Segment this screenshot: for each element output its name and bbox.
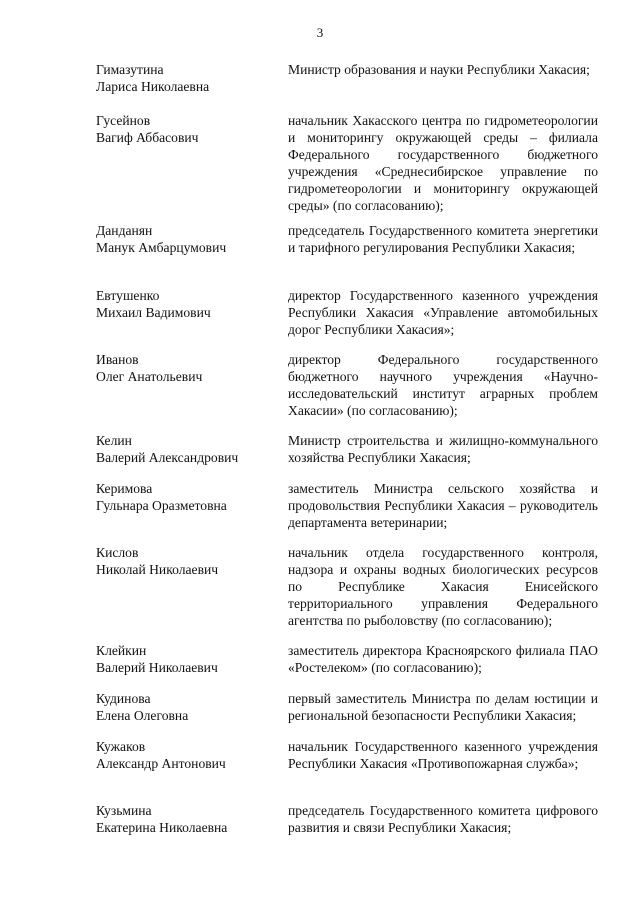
- person-name: [96, 287, 281, 321]
- position: первый заместитель Министра по делам юстиции и региональной безопасности Республики Хакасия;: [288, 691, 598, 723]
- person-name: [96, 432, 281, 466]
- page-number: 3: [316, 25, 324, 40]
- surname: Клейкин: [96, 643, 147, 658]
- given-names: Лариса Николаевна: [96, 79, 210, 94]
- surname: Кузьмина: [96, 803, 152, 818]
- person-name: [96, 222, 281, 256]
- person-name: [96, 544, 281, 578]
- surname: Данданян: [96, 223, 153, 238]
- surname: Келин: [96, 433, 132, 448]
- surname: Гимазутина: [96, 62, 164, 77]
- person-name: [96, 112, 281, 146]
- position: начальник Государственного казенного учреждения Республики Хакасия «Противопожарная служба»;: [288, 739, 598, 771]
- given-names: Вагиф Аббасович: [96, 130, 199, 145]
- given-names: Михаил Вадимович: [96, 305, 211, 320]
- position: заместитель директора Красноярского филиала ПАО «Ростелеком» (по согласованию);: [288, 643, 598, 675]
- given-names: Гульнара Оразметовна: [96, 498, 227, 513]
- position: заместитель Министра сельского хозяйства и продовольствия Республики Хакасия – руководитель департамента ветеринарии;: [288, 481, 598, 530]
- surname: Иванов: [96, 352, 139, 367]
- given-names: Николай Николаевич: [96, 562, 219, 577]
- person-name: [96, 351, 281, 385]
- person-name: [96, 61, 281, 95]
- position: Министр образования и науки Республики Хакасия;: [288, 62, 590, 77]
- position: начальник Хакасского центра по гидрометеорологии и мониторингу окружающей среды – филиала Федерального государственного бюджетного учреждения «Среднесибирское управление по гидрометеорологии и мониторингу окружающей среды» (по согласованию);: [288, 113, 598, 213]
- surname: Кужаков: [96, 739, 146, 754]
- position: начальник отдела государственного контроля, надзора и охраны водных биологических ресурсов по Республике Хакасия Енисейского территориального управления Федерального агентства по рыболовству (по согласованию);: [288, 545, 598, 628]
- surname: Кислов: [96, 545, 139, 560]
- person-name: [96, 802, 281, 836]
- surname: Кудинова: [96, 691, 151, 706]
- person-name: [96, 738, 281, 772]
- person-name: [96, 480, 281, 514]
- given-names: Манук Амбарцумович: [96, 240, 227, 255]
- surname: Гусейнов: [96, 113, 151, 128]
- position: директор Государственного казенного учреждения Республики Хакасия «Управление автомобильных дорог Республики Хакасия»;: [288, 288, 598, 337]
- given-names: Валерий Николаевич: [96, 660, 218, 675]
- position: директор Федерального государственного бюджетного научного учреждения «Научно-исследовательский институт аграрных проблем Хакасии» (по согласованию);: [288, 352, 598, 418]
- surname: Евтушенко: [96, 288, 160, 303]
- position: председатель Государственного комитета цифрового развития и связи Республики Хакасия;: [288, 803, 598, 835]
- given-names: Валерий Александрович: [96, 450, 239, 465]
- given-names: Елена Олеговна: [96, 708, 189, 723]
- person-name: [96, 690, 281, 724]
- given-names: Екатерина Николаевна: [96, 820, 228, 835]
- person-name: [96, 642, 281, 676]
- given-names: Олег Анатольевич: [96, 369, 203, 384]
- surname: Керимова: [96, 481, 153, 496]
- position: Министр строительства и жилищно-коммунального хозяйства Республики Хакасия;: [288, 433, 598, 465]
- position: председатель Государственного комитета энергетики и тарифного регулирования Республики Хакасия;: [288, 223, 598, 255]
- given-names: Александр Антонович: [96, 756, 226, 771]
